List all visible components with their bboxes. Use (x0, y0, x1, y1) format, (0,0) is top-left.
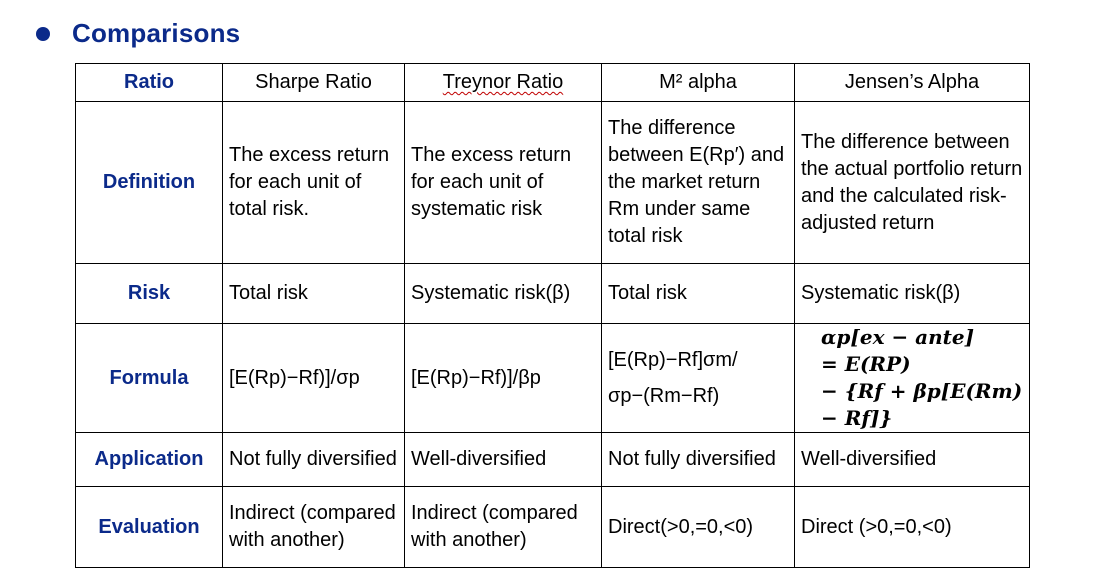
cell-evaluation-m2: Direct(>0,=0,<0) (602, 487, 795, 568)
header-m2-alpha: M² alpha (602, 64, 795, 102)
cell-definition-m2: The difference between E(Rp′) and the market return Rm under same total risk (602, 102, 795, 264)
table-row-definition (76, 102, 1030, 264)
cell-formula-jensen (795, 324, 1030, 433)
header-jensens-alpha: Jensen’s Alpha (795, 64, 1030, 102)
cell-risk-m2: Total risk (602, 264, 795, 324)
cell-application-treynor: Well-diversified (405, 433, 602, 487)
cell-definition-jensen: The difference between the actual portfolio return and the calculated risk-adjusted return (795, 102, 1030, 264)
bullet-icon (36, 27, 50, 41)
table-header-row (76, 64, 1030, 102)
table-row-application (76, 433, 1030, 487)
cell-definition-treynor: The excess return for each unit of systematic risk (405, 102, 602, 264)
comparison-table (75, 63, 1030, 568)
row-label-application: Application (76, 433, 223, 487)
table-row-evaluation (76, 487, 1030, 568)
cell-formula-treynor: [E(Rp)−Rf)]/βp (405, 324, 602, 433)
cell-definition-sharpe: The excess return for each unit of total risk. (223, 102, 405, 264)
jensen-formula-line2: = E(RP) (821, 352, 911, 376)
cell-application-m2: Not fully diversified (602, 433, 795, 487)
row-label-definition: Definition (76, 102, 223, 264)
cell-formula-sharpe: [E(Rp)−Rf)]/σp (223, 324, 405, 433)
header-treynor-label: Treynor Ratio (442, 71, 564, 93)
jensen-formula-line3: − {Rf + βp[E(Rm) − Rf]} (821, 379, 1023, 430)
cell-risk-sharpe: Total risk (223, 264, 405, 324)
header-ratio: Ratio (76, 64, 223, 102)
header-treynor-ratio (405, 64, 602, 102)
row-label-formula: Formula (76, 324, 223, 433)
jensen-formula-line1: αp[ex − ante] (821, 325, 975, 349)
header-sharpe-ratio: Sharpe Ratio (223, 64, 405, 102)
page-title: Comparisons (72, 18, 241, 48)
row-label-risk: Risk (76, 264, 223, 324)
cell-evaluation-treynor: Indirect (compared with another) (405, 487, 602, 568)
cell-risk-treynor: Systematic risk(β) (405, 264, 602, 324)
row-label-evaluation: Evaluation (76, 487, 223, 568)
cell-application-jensen: Well-diversified (795, 433, 1030, 487)
m2-formula-line1: [E(Rp)−Rf]σm/ (608, 349, 738, 371)
table-row-formula (76, 324, 1030, 433)
cell-application-sharpe: Not fully diversified (223, 433, 405, 487)
table-row-risk (76, 264, 1030, 324)
cell-evaluation-sharpe: Indirect (compared with another) (223, 487, 405, 568)
m2-formula-line2: σp−(Rm−Rf) (608, 385, 720, 407)
cell-risk-jensen: Systematic risk(β) (795, 264, 1030, 324)
cell-evaluation-jensen: Direct (>0,=0,<0) (795, 487, 1030, 568)
cell-formula-m2 (602, 324, 795, 433)
section-heading (36, 18, 240, 49)
